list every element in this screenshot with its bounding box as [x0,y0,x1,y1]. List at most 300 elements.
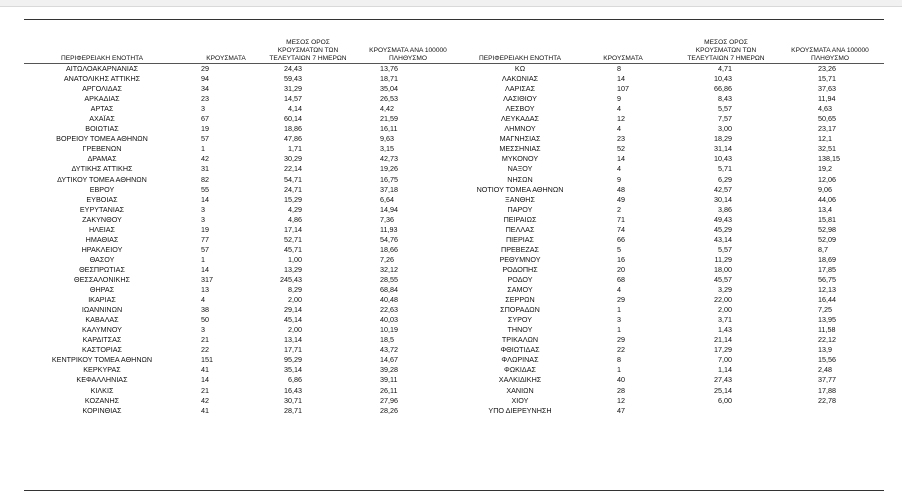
avg7-cell: 59,43 [284,74,302,84]
avg7-cell: 17,71 [284,345,302,355]
cases-cell: 13 [201,285,209,295]
avg7-cell: 30,71 [284,395,302,405]
per100k-cell: 11,94 [818,94,836,104]
table-row [458,386,884,396]
table-body [458,64,884,416]
per100k-cell: 12,13 [818,285,836,295]
region-cell: ΞΑΝΘΗΣ [505,194,535,204]
per100k-cell: 11,93 [380,224,398,234]
region-cell: ΚΕΝΤΡΙΚΟΥ ΤΟΜΕΑ ΑΘΗΝΩΝ [51,355,153,365]
cases-cell: 34 [201,84,209,94]
table-row [458,335,884,345]
cases-cell: 9 [617,94,621,104]
table-row [458,235,884,245]
per100k-cell: 3,15 [380,144,394,154]
region-cell: ΤΗΝΟΥ [507,325,533,335]
table-row [458,84,884,94]
region-cell: ΠΙΕΡΙΑΣ [505,234,534,244]
cases-cell: 3 [201,214,205,224]
region-cell: ΥΠΟ ΔΙΕΡΕΥΝΗΣΗ [488,405,552,415]
per100k-cell: 9,63 [380,134,394,144]
cases-cell: 68 [617,274,625,284]
avg7-cell: 1,14 [718,365,732,375]
cases-cell: 3 [201,104,205,114]
table-row [458,185,884,195]
table-row [24,386,458,396]
cases-table-left [24,24,458,416]
region-cell: ΧΑΛΚΙΔΙΚΗΣ [498,375,542,385]
region-cell: ΝΗΣΩΝ [507,174,533,184]
table-row [458,74,884,84]
per100k-cell: 42,73 [380,154,398,164]
table-row [24,154,458,164]
per100k-cell: 35,04 [380,84,398,94]
window-top-edge [0,0,902,7]
per100k-cell: 50,65 [818,114,836,124]
region-cell: ΒΟΡΕΙΟΥ ΤΟΜΕΑ ΑΘΗΝΩΝ [56,134,148,144]
per100k-cell: 18,5 [380,335,394,345]
region-cell: ΘΑΣΟΥ [89,254,115,264]
header-cases: ΚΡΟΥΣΜΑΤΑ [603,55,643,62]
table-row [458,355,884,365]
table-row [24,265,458,275]
avg7-cell: 1,43 [718,325,732,335]
cases-cell: 49 [617,194,625,204]
per100k-cell: 13,9 [818,345,832,355]
cases-cell: 71 [617,214,625,224]
per100k-cell: 7,36 [380,214,394,224]
cases-cell: 5 [617,244,621,254]
per100k-cell: 26,53 [380,94,398,104]
avg7-cell: 28,71 [284,405,302,415]
region-cell: ΝΟΤΙΟΥ ΤΟΜΕΑ ΑΘΗΝΩΝ [476,184,564,194]
region-cell: ΠΡΕΒΕΖΑΣ [501,244,539,254]
region-cell: ΓΡΕΒΕΝΩΝ [82,144,122,154]
avg7-cell: 45,57 [714,274,732,284]
per100k-cell: 37,63 [818,84,836,94]
table-row [24,164,458,174]
avg7-cell: 5,57 [718,244,732,254]
region-cell: ΛΑΚΩΝΙΑΣ [501,74,539,84]
per100k-cell: 39,28 [380,365,398,375]
table-row [458,164,884,174]
cases-cell: 107 [617,84,629,94]
cases-cell: 48 [617,184,625,194]
avg7-cell: 13,29 [284,264,302,274]
region-cell: ΑΧΑΪΑΣ [89,114,115,124]
cases-cell: 22 [617,345,625,355]
avg7-cell: 24,71 [284,184,302,194]
avg7-cell: 45,71 [284,244,302,254]
cases-cell: 4 [617,124,621,134]
avg7-cell: 29,14 [284,305,302,315]
region-cell: ΕΒΡΟΥ [89,184,115,194]
cases-cell: 66 [617,234,625,244]
cases-cell: 57 [201,134,209,144]
cases-cell: 29 [201,64,209,73]
table-row [24,235,458,245]
table-row [458,94,884,104]
table-row [458,104,884,114]
per100k-cell: 7,25 [818,305,832,315]
table-row [458,195,884,205]
per100k-cell: 19,2 [818,164,832,174]
table-row [24,365,458,375]
per100k-cell: 54,76 [380,234,398,244]
per100k-cell: 40,03 [380,315,398,325]
cases-cell: 57 [201,244,209,254]
region-cell: ΛΗΜΝΟΥ [504,124,536,134]
avg7-cell: 15,29 [284,194,302,204]
avg7-cell: 4,71 [718,64,732,73]
per100k-cell: 4,42 [380,104,394,114]
avg7-cell: 5,57 [718,104,732,114]
region-cell: ΘΕΣΠΡΩΤΙΑΣ [79,264,125,274]
cases-cell: 55 [201,184,209,194]
region-cell: ΠΕΙΡΑΙΩΣ [503,214,537,224]
cases-cell: 23 [201,94,209,104]
table-row [458,275,884,285]
avg7-cell: 4,29 [288,204,302,214]
table-row [24,205,458,215]
cases-cell: 31 [201,164,209,174]
avg7-cell: 66,86 [714,84,732,94]
table-header [24,24,458,64]
region-cell: ΘΕΣΣΑΛΟΝΙΚΗΣ [74,274,130,284]
cases-cell: 28 [617,385,625,395]
table-row [24,124,458,134]
avg7-cell: 45,14 [284,315,302,325]
region-cell: ΣΥΡΟΥ [507,315,533,325]
header-avg7: ΜΕΣΟΣ ΟΡΟΣ ΚΡΟΥΣΜΑΤΩΝ ΤΩΝ ΤΕΛΕΥΤΑΙΩΝ 7 ΗΜΕΡΩΝ [687,39,765,62]
cases-cell: 8 [617,355,621,365]
table-row [24,295,458,305]
region-cell: ΑΡΤΑΣ [90,104,114,114]
per100k-cell: 14,67 [380,355,398,365]
cases-cell: 42 [201,154,209,164]
cases-cell: 67 [201,114,209,124]
per100k-cell: 14,94 [380,204,398,214]
table-row [24,335,458,345]
region-cell: ΚΟΖΑΝΗΣ [84,395,120,405]
avg7-cell: 245,43 [280,274,302,284]
avg7-cell: 3,00 [718,124,732,134]
header-per100k: ΚΡΟΥΣΜΑΤΑ ΑΝΑ 100000 ΠΛΗΘΥΣΜΟ [369,47,447,62]
avg7-cell: 7,00 [718,355,732,365]
avg7-cell: 5,71 [718,164,732,174]
table-row [24,144,458,154]
cases-cell: 317 [201,274,213,284]
table-row [458,315,884,325]
per100k-cell: 18,69 [818,254,836,264]
table-row [458,295,884,305]
avg7-cell: 17,29 [714,345,732,355]
avg7-cell: 25,14 [714,385,732,395]
avg7-cell: 1,71 [288,144,302,154]
table-row [458,406,884,416]
cases-cell: 4 [617,104,621,114]
region-cell: ΡΟΔΟΠΗΣ [502,264,538,274]
avg7-cell: 2,00 [718,305,732,315]
region-cell: ΑΡΚΑΔΙΑΣ [84,94,120,104]
per100k-cell: 68,84 [380,285,398,295]
avg7-cell: 27,43 [714,375,732,385]
per100k-cell: 44,06 [818,194,836,204]
avg7-cell: 22,00 [714,295,732,305]
table-row [24,375,458,385]
cases-cell: 50 [201,315,209,325]
region-cell: ΚΕΦΑΛΛΗΝΙΑΣ [76,375,128,385]
avg7-cell: 3,86 [718,204,732,214]
table-row [458,205,884,215]
per100k-cell: 28,55 [380,274,398,284]
cases-cell: 21 [201,385,209,395]
cases-cell: 20 [617,264,625,274]
cases-cell: 41 [201,365,209,375]
table-row [24,245,458,255]
per100k-cell: 32,51 [818,144,836,154]
per100k-cell: 16,11 [380,124,398,134]
per100k-cell: 37,18 [380,184,398,194]
region-cell: ΑΙΤΩΛΟΑΚΑΡΝΑΝΙΑΣ [65,64,139,73]
avg7-cell: 10,43 [714,74,732,84]
per100k-cell: 16,44 [818,295,836,305]
cases-cell: 82 [201,174,209,184]
cases-cell: 74 [617,224,625,234]
region-cell: ΙΩΑΝΝΙΝΩΝ [81,305,123,315]
avg7-cell: 22,14 [284,164,302,174]
per100k-cell: 22,63 [380,305,398,315]
region-cell: ΛΑΡΙΣΑΣ [504,84,536,94]
per100k-cell: 9,06 [818,184,832,194]
region-cell: ΝΑΞΟΥ [507,164,533,174]
cases-cell: 14 [617,154,625,164]
region-cell: ΚΟΡΙΝΘΙΑΣ [82,405,122,415]
cases-cell: 151 [201,355,213,365]
per100k-cell: 4,63 [818,104,832,114]
cases-cell: 12 [617,114,625,124]
avg7-cell: 30,14 [714,194,732,204]
cases-cell: 42 [201,395,209,405]
region-cell: ΛΕΣΒΟΥ [505,104,535,114]
per100k-cell: 18,71 [380,74,398,84]
table-row [24,406,458,416]
avg7-cell: 4,14 [288,104,302,114]
per100k-cell: 10,19 [380,325,398,335]
per100k-cell: 23,26 [818,64,836,73]
avg7-cell: 24,43 [284,64,302,73]
per100k-cell: 23,17 [818,124,836,134]
avg7-cell: 7,57 [718,114,732,124]
region-cell: ΚΑΣΤΟΡΙΑΣ [82,345,122,355]
header-avg7: ΜΕΣΟΣ ΟΡΟΣ ΚΡΟΥΣΜΑΤΩΝ ΤΩΝ ΤΕΛΕΥΤΑΙΩΝ 7 ΗΜΕΡΩΝ [269,39,347,62]
per100k-cell: 40,48 [380,295,398,305]
region-cell: ΧΙΟΥ [511,395,529,405]
cases-cell: 47 [617,405,625,415]
region-cell: ΦΩΚΙΔΑΣ [504,365,536,375]
avg7-cell: 49,43 [714,214,732,224]
table-row [24,275,458,285]
table-row [24,345,458,355]
table-row [24,195,458,205]
per100k-cell: 26,11 [380,385,398,395]
per100k-cell: 27,96 [380,395,398,405]
cases-table-right [458,24,884,416]
avg7-cell: 18,86 [284,124,302,134]
table-row [458,255,884,265]
region-cell: ΑΡΓΟΛΙΔΑΣ [82,84,122,94]
region-cell: ΣΕΡΡΩΝ [505,295,535,305]
cases-cell: 1 [201,144,205,154]
region-cell: ΗΡΑΚΛΕΙΟΥ [81,244,123,254]
per100k-cell: 32,12 [380,264,398,274]
table-row [24,325,458,335]
cases-cell: 3 [617,315,621,325]
region-cell: ΛΑΣΙΘΙΟΥ [503,94,537,104]
per100k-cell: 13,4 [818,204,832,214]
cases-cell: 29 [617,335,625,345]
avg7-cell: 42,57 [714,184,732,194]
avg7-cell: 21,14 [714,335,732,345]
region-cell: ΧΑΝΙΩΝ [506,385,534,395]
avg7-cell: 3,29 [718,285,732,295]
region-cell: ΑΝΑΤΟΛΙΚΗΣ ΑΤΤΙΚΗΣ [63,74,141,84]
cases-cell: 16 [617,254,625,264]
table-row [458,285,884,295]
region-cell: ΜΕΣΣΗΝΙΑΣ [499,144,541,154]
cases-cell: 12 [617,395,625,405]
cases-cell: 29 [617,295,625,305]
region-cell: ΠΑΡΟΥ [507,204,533,214]
table-row [24,355,458,365]
per100k-cell: 13,95 [818,315,836,325]
per100k-cell: 138,15 [818,154,840,164]
avg7-cell: 3,71 [718,315,732,325]
region-cell: ΔΥΤΙΚΗΣ ΑΤΤΙΚΗΣ [71,164,133,174]
per100k-cell: 39,11 [380,375,398,385]
per100k-cell: 2,48 [818,365,832,375]
per100k-cell: 7,26 [380,254,394,264]
cases-cell: 23 [617,134,625,144]
table-row [458,365,884,375]
avg7-cell: 10,43 [714,154,732,164]
table-row [458,144,884,154]
avg7-cell: 47,86 [284,134,302,144]
region-cell: ΦΘΙΩΤΙΔΑΣ [500,345,540,355]
per100k-cell: 43,72 [380,345,398,355]
table-row [24,64,458,74]
region-cell: ΛΕΥΚΑΔΑΣ [500,114,539,124]
region-cell: ΣΑΜΟΥ [507,285,533,295]
avg7-cell: 8,29 [288,285,302,295]
table-row [458,215,884,225]
avg7-cell: 31,14 [714,144,732,154]
avg7-cell: 11,29 [714,254,732,264]
region-cell: ΚΩ [514,64,526,73]
cases-cell: 19 [201,124,209,134]
table-row [458,175,884,185]
per100k-cell: 12,06 [818,174,836,184]
avg7-cell: 18,00 [714,264,732,274]
table-top-rule [24,19,884,20]
per100k-cell: 19,26 [380,164,398,174]
region-cell: ΗΛΕΙΑΣ [88,224,116,234]
region-cell: ΜΑΓΝΗΣΙΑΣ [499,134,541,144]
table-row [24,104,458,114]
table-row [458,265,884,275]
cases-cell: 38 [201,305,209,315]
per100k-cell: 16,75 [380,174,398,184]
cases-cell: 19 [201,224,209,234]
region-cell: ΚΑΡΔΙΤΣΑΣ [82,335,122,345]
avg7-cell: 18,29 [714,134,732,144]
cases-cell: 14 [201,375,209,385]
avg7-cell: 2,00 [288,325,302,335]
table-row [24,285,458,295]
cases-cell: 1 [617,365,621,375]
avg7-cell: 30,29 [284,154,302,164]
avg7-cell: 1,00 [288,254,302,264]
table-row [24,185,458,195]
per100k-cell: 15,56 [818,355,836,365]
header-region: ΠΕΡΙΦΕΡΕΙΑΚΗ ΕΝΟΤΗΤΑ [60,55,144,62]
table-row [24,215,458,225]
per100k-cell: 22,12 [818,335,836,345]
cases-cell: 41 [201,405,209,415]
table-row [24,134,458,144]
avg7-cell: 60,14 [284,114,302,124]
per100k-cell: 6,64 [380,194,394,204]
avg7-cell: 6,00 [718,395,732,405]
region-cell: ΘΗΡΑΣ [89,285,115,295]
cases-cell: 1 [617,325,621,335]
cases-cell: 4 [617,164,621,174]
table-row [458,225,884,235]
region-cell: ΚΕΡΚΥΡΑΣ [83,365,121,375]
region-cell: ΜΥΚΟΝΟΥ [501,154,539,164]
region-cell: ΖΑΚΥΝΘΟΥ [82,214,122,224]
table-row [458,245,884,255]
per100k-cell: 37,77 [818,375,836,385]
table-header [458,24,884,64]
table-bottom-rule [24,490,884,491]
avg7-cell: 6,86 [288,375,302,385]
per100k-cell: 28,26 [380,405,398,415]
region-cell: ΤΡΙΚΑΛΩΝ [501,335,539,345]
table-row [24,94,458,104]
per100k-cell: 52,09 [818,234,836,244]
cases-cell: 14 [617,74,625,84]
avg7-cell: 14,57 [284,94,302,104]
region-cell: ΦΛΩΡΙΝΑΣ [501,355,539,365]
region-cell: ΣΠΟΡΑΔΩΝ [500,305,540,315]
avg7-cell: 95,29 [284,355,302,365]
per100k-cell: 52,98 [818,224,836,234]
cases-cell: 52 [617,144,625,154]
table-row [458,325,884,335]
avg7-cell: 6,29 [718,174,732,184]
cases-cell: 40 [617,375,625,385]
per100k-cell: 13,76 [380,64,398,73]
table-row [24,84,458,94]
cases-cell: 2 [617,204,621,214]
per100k-cell: 15,81 [818,214,836,224]
header-per100k: ΚΡΟΥΣΜΑΤΑ ΑΝΑ 100000 ΠΛΗΘΥΣΜΟ [791,47,869,62]
avg7-cell: 17,14 [284,224,302,234]
region-cell: ΚΑΒΑΛΑΣ [85,315,119,325]
table-row [458,345,884,355]
region-cell: ΚΑΛΥΜΝΟΥ [82,325,122,335]
